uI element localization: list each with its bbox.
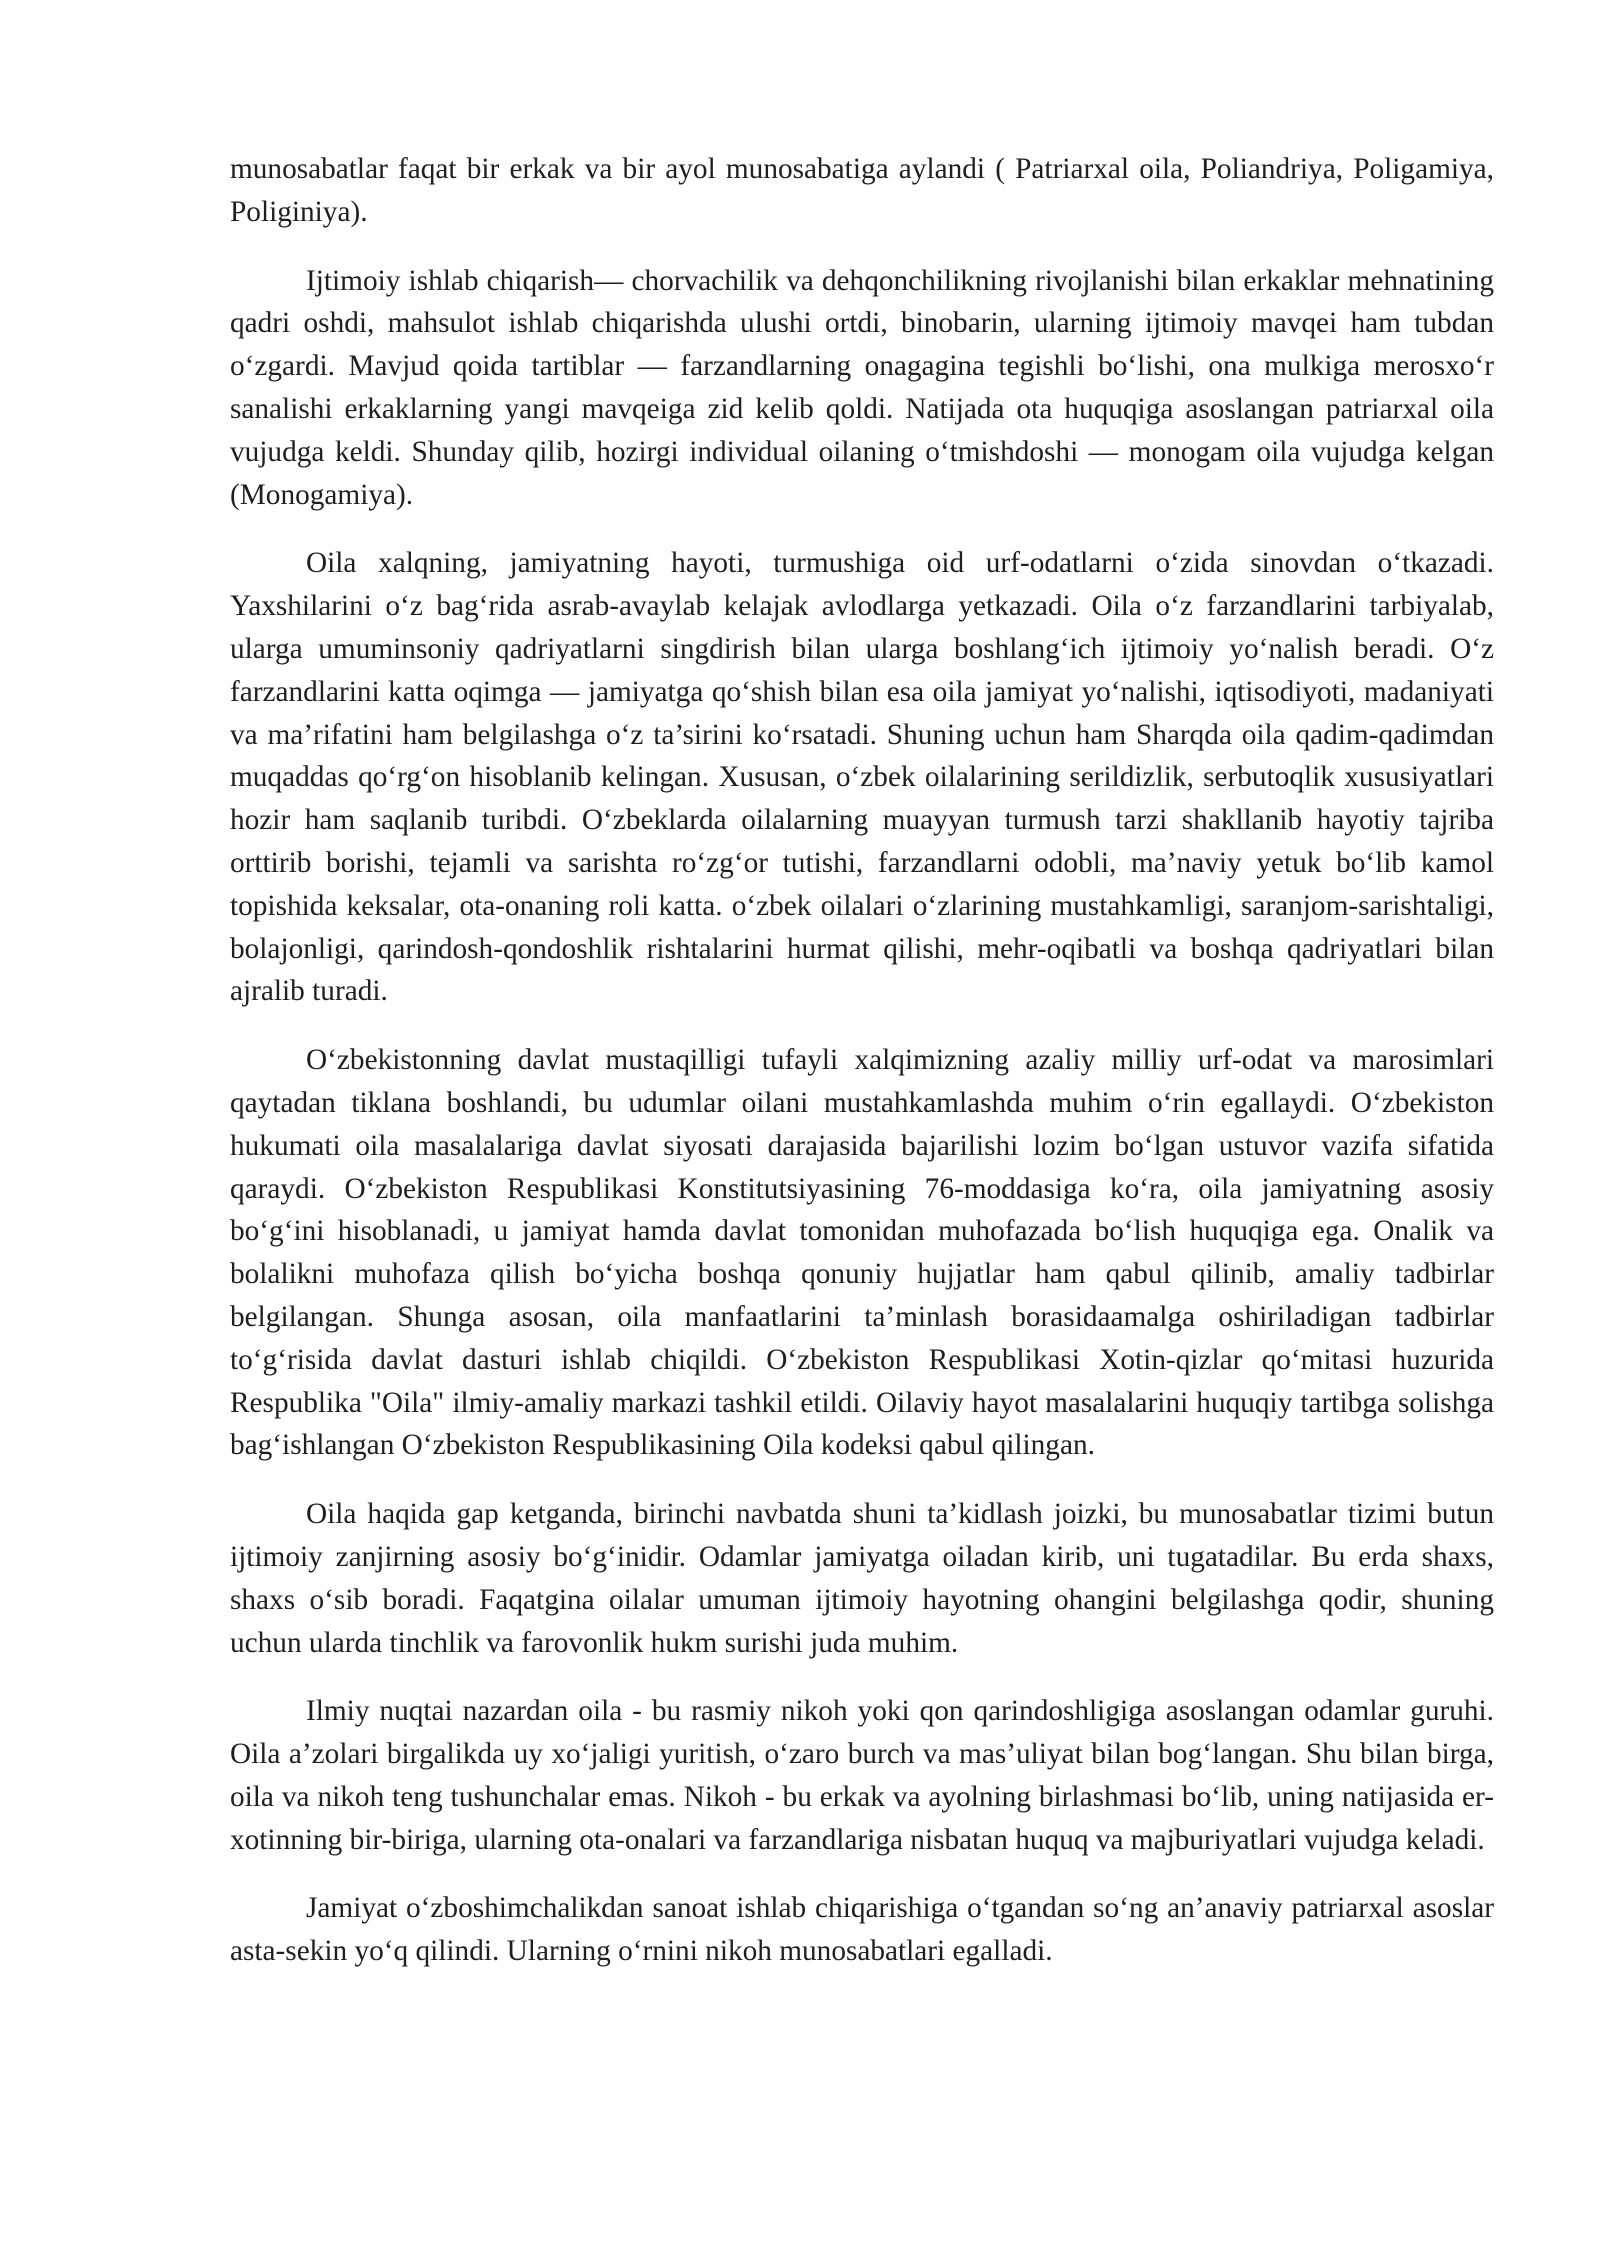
paragraph-social-chain: Oila haqida gap ketganda, birinchi navbatda shuni ta’kidlash joizki, bu munosabatlar tizimi butun ijtimoiy zanjirning asosiy bo‘g‘inidir. Odamlar jamiyatga oiladan kirib, uni tugatadilar. Bu erda shaxs, shaxs o‘sib boradi. Faqatgina oilalar umuman ijtimoiy hayotning ohangini belgilashga qodir, shuning uchun ularda tinchlik va farovonlik hukm surishi juda muhim. [230, 1498, 1494, 1659]
paragraph-family-traditions: Oila xalqning, jamiyatning hayoti, turmushiga oid urf-odatlarni o‘zida sinovdan o‘tkazadi. Yaxshilarini o‘z bag‘rida asrab-avaylab kelajak avlodlarga yetkazadi. Oila o‘z farzandlarini tarbiyalab, ularga umuminsoniy qadriyatlarni singdirish bilan ularga boshlang‘ich ijtimoiy yo‘nalish beradi. O‘z farzandlarini katta oqimga — jamiyatga qo‘shish bilan esa oila jamiyat yo‘nalishi, iqtisodiyoti, madaniyati va ma’rifatini ham belgilashga o‘z ta’sirini ko‘rsatadi. Shuning uchun ham Sharqda oila qadim-qadimdan muqaddas qo‘rg‘on hisoblanib kelingan. Xususan, o‘zbek oilalarining serildizlik, serbutoqlik xususiyatlari hozir ham saqlanib turibdi. O‘zbeklarda oilalarning muayyan turmush tarzi shakllanib hayotiy tajriba orttirib borishi, tejamli va sarishta ro‘zg‘or tutishi, farzandlarni odobli, ma’naviy yetuk bo‘lib kamol topishida keksalar, ota-onaning roli katta. o‘zbek oilalari o‘zlarining mustahkamligi, saranjom-sarishtaligi, bolajonligi, qarindosh-qondoshlik rishtalarini hurmat qilishi, mehr-oqibatli va boshqa qadriyatlari bilan ajralib turadi. [230, 547, 1494, 1008]
paragraph-industrial-transition: Jamiyat o‘zboshimchalikdan sanoat ishlab chiqarishiga o‘tgandan so‘ng an’anaviy patriarxal asoslar asta-sekin yo‘q qilindi. Ularning o‘rnini nikoh munosabatlari egalladi. [230, 1892, 1494, 1968]
paragraph-patriarchal-family: Ijtimoiy ishlab chiqarish— chorvachilik va dehqonchilikning rivojlanishi bilan erkaklar mehnatining qadri oshdi, mahsulot ishlab chiqarishda ulushi ortdi, binobarin, ularning ijtimoiy mavqei ham tubdan o‘zgardi. Mavjud qoida tartiblar — farzandlarning onagagina tegishli bo‘lishi, ona mulkiga merosxo‘r sanalishi erkaklarning yangi mavqeiga zid kelib qoldi. Natijada ota huquqiga asoslangan patriarxal oila vujudga keldi. Shunday qilib, hozirgi individual oilaning o‘tmishdoshi — monogam oila vujudga kelgan (Monogamiya). [230, 264, 1494, 511]
paragraph-continued: munosabatlar faqat bir erkak va bir ayol munosabatiga aylandi ( Patriarxal oila, Poliandriya, Poligamiya, Poliginiya). [230, 153, 1494, 228]
paragraph-scientific-definition: Ilmiy nuqtai nazardan oila - bu rasmiy nikoh yoki qon qarindoshligiga asoslangan odamlar guruhi. Oila a’zolari birgalikda uy xo‘jaligi yuritish, o‘zaro burch va mas’uliyat bilan bog‘langan. Shu bilan birga, oila va nikoh teng tushunchalar emas. Nikoh - bu erkak va ayolning birlashmasi bo‘lib, uning natijasida er-xotinning bir-biriga, ularning ota-onalari va farzandlariga nisbatan huquq va majburiyatlari vujudga keladi. [230, 1695, 1494, 1856]
document-page [230, 148, 1494, 1973]
paragraph-independence: O‘zbekistonning davlat mustaqilligi tufayli xalqimizning azaliy milliy urf-odat va marosimlari qaytadan tiklana boshlandi, bu udumlar oilani mustahkamlashda muhim o‘rin egallaydi. O‘zbekiston hukumati oila masalalariga davlat siyosati darajasida bajarilishi lozim bo‘lgan ustuvor vazifa sifatida qaraydi. O‘zbekiston Respublikasi Konstitutsiyasining 76-moddasiga ko‘ra, oila jamiyatning asosiy bo‘g‘ini hisoblanadi, u jamiyat hamda davlat tomonidan muhofazada bo‘lish huquqiga ega. Onalik va bolalikni muhofaza qilish bo‘yicha boshqa qonuniy hujjatlar ham qabul qilinib, amaliy tadbirlar belgilangan. Shunga asosan, oila manfaatlarini ta’minlash borasidaamalga oshiriladigan tadbirlar to‘g‘risida davlat dasturi ishlab chiqildi. O‘zbekiston Respublikasi Xotin-qizlar qo‘mitasi huzurida Respublika "Oila" ilmiy-amaliy markazi tashkil etildi. Oilaviy hayot masalalarini huquqiy tartibga solishga bag‘ishlangan O‘zbekiston Respublikasining Oila kodeksi qabul qilingan. [230, 1044, 1494, 1462]
